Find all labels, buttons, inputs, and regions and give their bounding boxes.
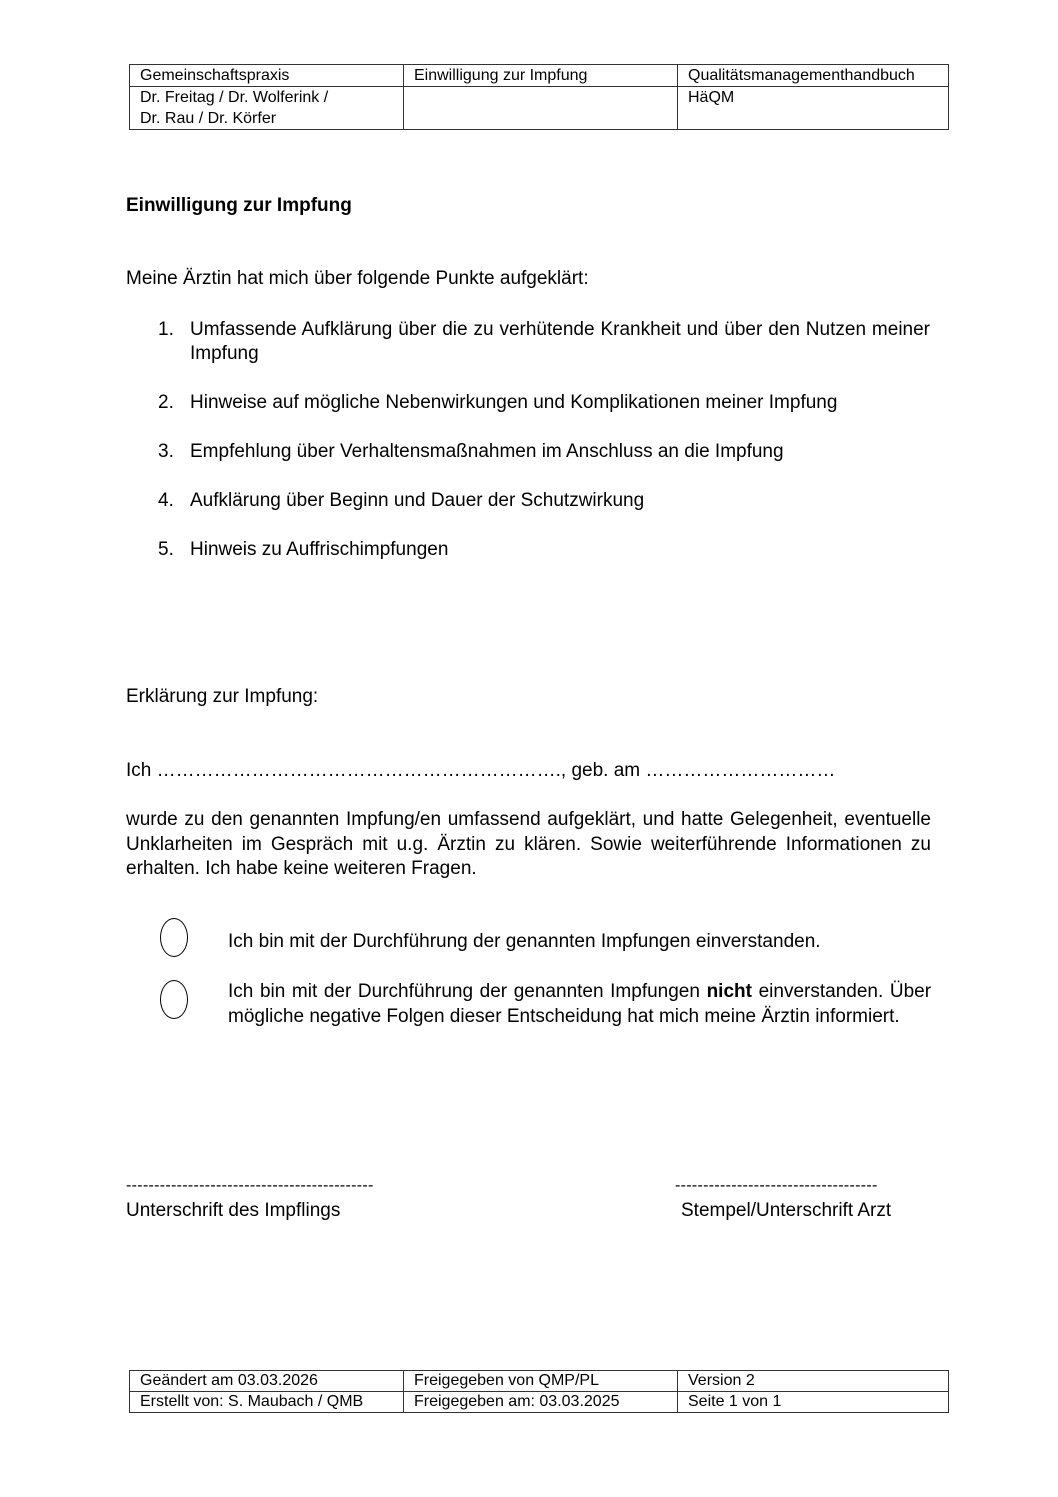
list-item <box>158 489 930 513</box>
option-decline-text <box>228 980 931 1029</box>
list-item <box>158 318 930 366</box>
option-agree-text: Ich bin mit der Durchführung der genannten Impfungen einverstanden. <box>228 931 821 952</box>
footer-row <box>130 1392 949 1413</box>
list-item <box>158 391 930 415</box>
patient-signature-line[interactable]: -------------------------------------------- <box>126 1177 374 1194</box>
header-empty-cell <box>404 87 678 130</box>
list-item-text: Aufklärung über Beginn und Dauer der Schutzwirkung <box>190 490 645 511</box>
radio-circle-icon[interactable] <box>160 980 188 1019</box>
consent-paragraph: wurde zu den genannten Impfung/en umfassend aufgeklärt, und hatte Gelegenheit, eventuelle Unklarheiten im Gespräch mit u.g. Ärztin zu klären. Sowie weiterführende Informationen zu erhalten. Ich habe keine weiteren Fragen. <box>126 809 931 879</box>
header-doctors-line: Dr. Rau / Dr. Körfer <box>140 110 277 127</box>
declaration-heading: Erklärung zur Impfung: <box>126 686 319 707</box>
header-practice-label: Gemeinschaftspraxis <box>130 65 404 87</box>
doctor-signature-line[interactable]: ------------------------------------ <box>675 1177 878 1194</box>
header-row <box>130 87 949 130</box>
document-title: Einwilligung zur Impfung <box>126 195 352 216</box>
footer-row <box>130 1371 949 1392</box>
list-item-number: 3. <box>158 441 174 462</box>
birth-label: , geb. am <box>560 760 641 781</box>
list-item <box>158 440 930 464</box>
header-row <box>130 65 949 87</box>
footer-released-date: Freigegeben am: 03.03.2025 <box>404 1392 678 1413</box>
option-decline-text-after: einverstanden. Über mögliche negative Folgen dieser Entscheidung hat mich meine Ärztin informiert. <box>228 981 932 1027</box>
name-prefix: Ich <box>126 760 152 781</box>
list-item-number: 4. <box>158 490 174 511</box>
list-item <box>158 538 930 562</box>
header-document-title: Einwilligung zur Impfung <box>404 65 678 87</box>
footer-table <box>129 1370 949 1413</box>
footer-created-by: Erstellt von: S. Maubach / QMB <box>130 1392 404 1413</box>
name-birth-line <box>126 760 835 782</box>
list-item-text: Hinweise auf mögliche Nebenwirkungen und Komplikationen meiner Impfung <box>190 392 838 413</box>
footer-changed-date: Geändert am 03.03.2026 <box>130 1371 404 1392</box>
list-item-number: 5. <box>158 539 174 560</box>
doctor-signature-label: Stempel/Unterschrift Arzt <box>681 1200 892 1221</box>
intro-text: Meine Ärztin hat mich über folgende Punkte aufgeklärt: <box>126 268 589 289</box>
footer-version: Version 2 <box>678 1371 949 1392</box>
radio-circle-icon[interactable] <box>160 918 188 957</box>
patient-signature-label: Unterschrift des Impflings <box>126 1200 341 1221</box>
footer-released-by: Freigegeben von QMP/PL <box>404 1371 678 1392</box>
header-table <box>129 64 949 130</box>
list-item-number: 2. <box>158 392 174 413</box>
list-item-text: Empfehlung über Verhaltensmaßnahmen im Anschluss an die Impfung <box>190 441 784 462</box>
footer-page-number: Seite 1 von 1 <box>678 1392 949 1413</box>
header-doctors <box>130 87 404 130</box>
option-decline-emphasis: nicht <box>706 981 752 1002</box>
header-handbook-label: Qualitätsmanagementhandbuch <box>678 65 949 87</box>
list-item-text: Umfassende Aufklärung über die zu verhütende Krankheit und über den Nutzen meiner Impfung <box>190 319 930 364</box>
name-field[interactable]: ………………………………………………………. <box>156 760 561 781</box>
header-handbook-code: HäQM <box>678 87 949 130</box>
birth-date-field[interactable]: ………………………… <box>645 760 836 781</box>
header-doctors-line: Dr. Freitag / Dr. Wolferink / <box>140 89 329 106</box>
list-item-number: 1. <box>158 319 174 340</box>
option-decline-text-before: Ich bin mit der Durchführung der genannten Impfungen <box>228 981 700 1002</box>
list-item-text: Hinweis zu Auffrischimpfungen <box>190 539 449 560</box>
